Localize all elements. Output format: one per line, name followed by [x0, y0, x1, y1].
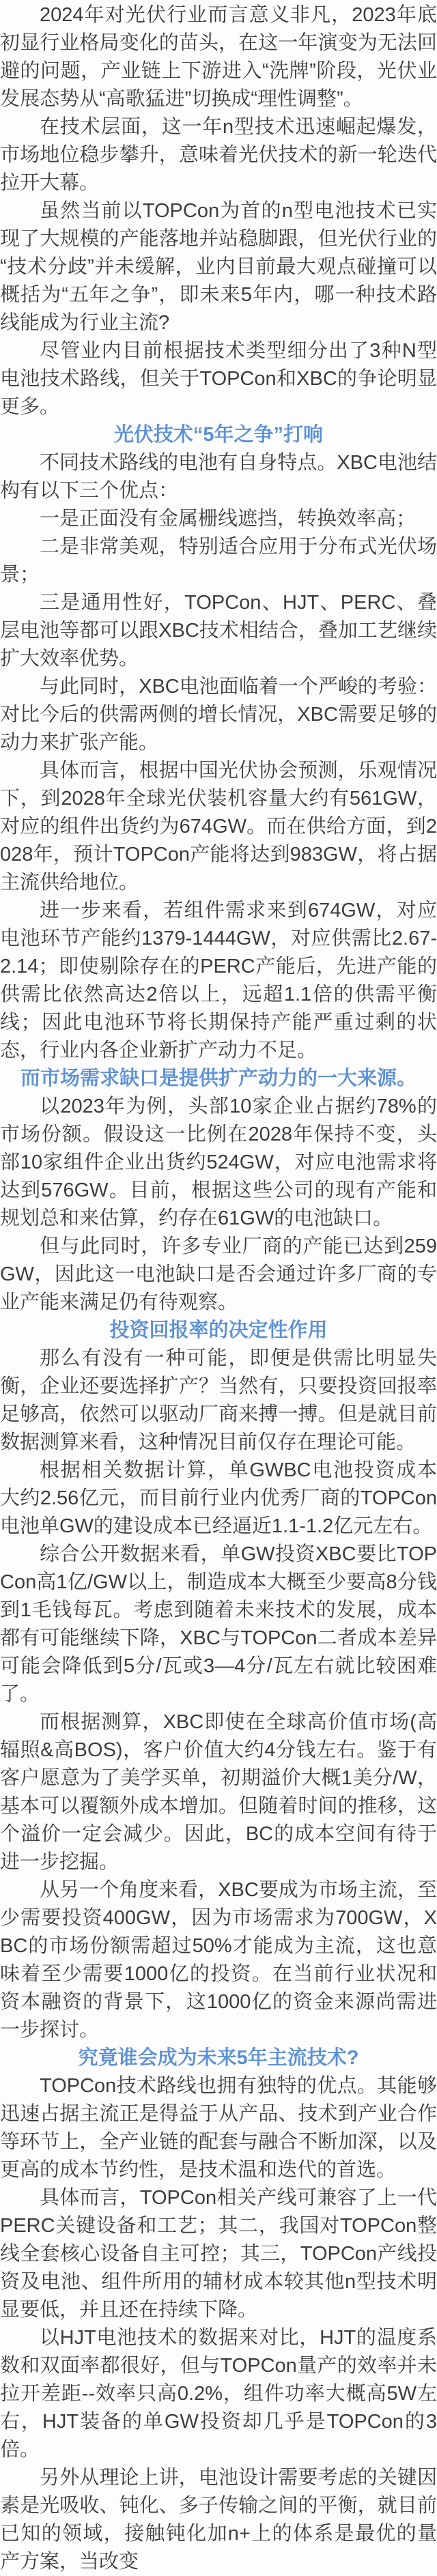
- paragraph: 具体而言，TOPCon相关产线可兼容了上一代PERC关键设备和工艺；其二，我国对TOPCon整线全套核心设备自主可控；其三，TOPCon产线投资及电池、组件所用的辅材成本较其他n型技术明显要低，并且还在持续下降。: [0, 2187, 437, 2321]
- paragraph: TOPCon技术路线也拥有独特的优点。其能够迅速占据主流正是得益于从产品、技术到产业合作等环节上，全产业链的配套与融合不断加深，以及更高的成本节约性，是技术温和迭代的首选。: [0, 2075, 437, 2181]
- paragraph: 三是通用性好，TOPCon、HJT、PERC、叠层电池等都可以跟XBC技术相结合，叠加工艺继续扩大效率优势。: [0, 592, 437, 670]
- paragraph: 但与此同时，许多专业厂商的产能已达到259GW，因此这一电池缺口是否会通过许多厂商的专业产能来满足仍有待观察。: [0, 1235, 437, 1313]
- paragraph: 在技术层面，这一年n型技术迅速崛起爆发，市场地位稳步攀升，意味着光伏技术的新一轮迭代拉开大幕。: [0, 116, 437, 194]
- paragraph: 根据相关数据计算，单GWBC电池投资成本大约2.56亿元，而目前行业内优秀厂商的TOPCon电池单GW的建设成本已经逼近1.1-1.2亿元左右。: [0, 1459, 437, 1537]
- paragraph: 与此同时，XBC电池面临着一个严峻的考验：对比今后的供需两侧的增长情况，XBC需要足够的动力来扩张产能。: [0, 676, 437, 754]
- section-heading: 光伏技术“5年之争”打响: [113, 424, 324, 446]
- paragraph-cutoff: 另外从理论上讲，电池设计需要考虑的关键因素是光吸收、钝化、多子传输之间的平衡，就目前已知的领域，接触钝化加n+上的体系是最优的量产方案，当改变: [0, 2467, 437, 2573]
- paragraph: 一是正面没有金属栅线遮挡，转换效率高；: [40, 508, 417, 530]
- section-heading: 究竟谁会成为未来5年主流技术?: [78, 2047, 359, 2069]
- section-heading: 而市场需求缺口是提供扩产动力的一大来源。: [20, 1068, 417, 1089]
- paragraph: 二是非常美观，特别适合应用于分布式光伏场景；: [0, 536, 437, 586]
- paragraph: 而根据测算，XBC即使在全球高价值市场(高辐照&高BOS)，客户价值大约4分钱左右。鉴于有客户愿意为了美学买单，初期溢价大概1美分/W，基本可以覆额外成本增加。但随着时间的推移，这个溢价一定会减少。因此，BC的成本空间有待于进一步挖掘。: [0, 1711, 437, 1873]
- paragraph: 不同技术路线的电池有自身特点。XBC电池结构有以下三个优点：: [0, 452, 437, 502]
- paragraph: 尽管业内目前根据技术类型细分出了3种N型电池技术路线，但关于TOPCon和XBC的争论明显更多。: [0, 340, 437, 418]
- paragraph: 以HJT电池技术的数据来对比，HJT的温度系数和双面率都很好，但与TOPCon量产的效率并未拉开差距--效率只高0.2%，组件功率大概高5W左右，HJT装备的单GW投资却几乎是TOPCon的3倍。: [0, 2327, 437, 2461]
- paragraph: 那么有没有一种可能，即便是供需比明显失衡，企业还要选择扩产？当然有，只要投资回报率足够高，依然可以驱动厂商来搏一搏。但是就目前数据测算来看，这种情况目前仅存在理论可能。: [0, 1347, 437, 1453]
- section-heading: 投资回报率的决定性作用: [109, 1319, 328, 1341]
- paragraph: 以2023年为例，头部10家企业占据约78%的市场份额。假设这一比例在2028年保持不变，头部10家组件企业出货约524GW，对应电池需求将达到576GW。目前，根据这些公司的现有产能和规划总和来估算，约存在61GW的电池缺口。: [0, 1096, 437, 1229]
- paragraph: 进一步来看，若组件需求来到674GW，对应电池环节产能约1379-1444GW，对应供需比2.67-2.14；即使剔除存在的PERC产能后，先进产能的供需比依然高达2倍以上，远超1.1倍的供需平衡线；因此电池环节将长期保持产能严重过剩的状态，行业内各企业新扩产动力不足。: [0, 900, 437, 1061]
- paragraph: 综合公开数据来看，单GW投资XBC要比TOPCon高1亿/GW以上，制造成本大概至少要高8分钱到1毛钱每瓦。考虑到随着未来技术的发展，成本都有可能继续下降，XBC与TOPCon二者成本差异可能会降低到5分/瓦或3—4分/瓦左右就比较困难了。: [0, 1543, 437, 1705]
- paragraph: 2024年对光伏行业而言意义非凡，2023年底初显行业格局变化的苗头，在这一年演变为无法回避的问题，产业链上下游进入“洗牌”阶段，光伏业发展态势从“高歌猛进”切换成“理性调整”。: [0, 4, 437, 110]
- paragraph: 虽然当前以TOPCon为首的n型电池技术已实现了大规模的产能落地并站稳脚跟，但光伏行业的“技术分歧”并未缓解，业内目前最大观点碰撞可以概括为“五年之争”，即未来5年内，哪一种技术路线能成为行业主流?: [0, 200, 437, 334]
- paragraph: 从另一个角度来看，XBC要成为市场主流，至少需要投资400GW，因为市场需求为700GW，XBC的市场份额需超过50%才能成为主流，这也意味着至少需要1000亿的投资。在当前行业状况和资本融资的背景下，这1000亿的资金来源尚需进一步探讨。: [0, 1879, 437, 2041]
- paragraph: 具体而言，根据中国光伏协会预测，乐观情况下，到2028年全球光伏装机容量大约有561GW，对应的组件出货约为674GW。而在供给方面，到2028年，预计TOPCon产能将达到983GW，将占据主流供给地位。: [0, 760, 437, 893]
